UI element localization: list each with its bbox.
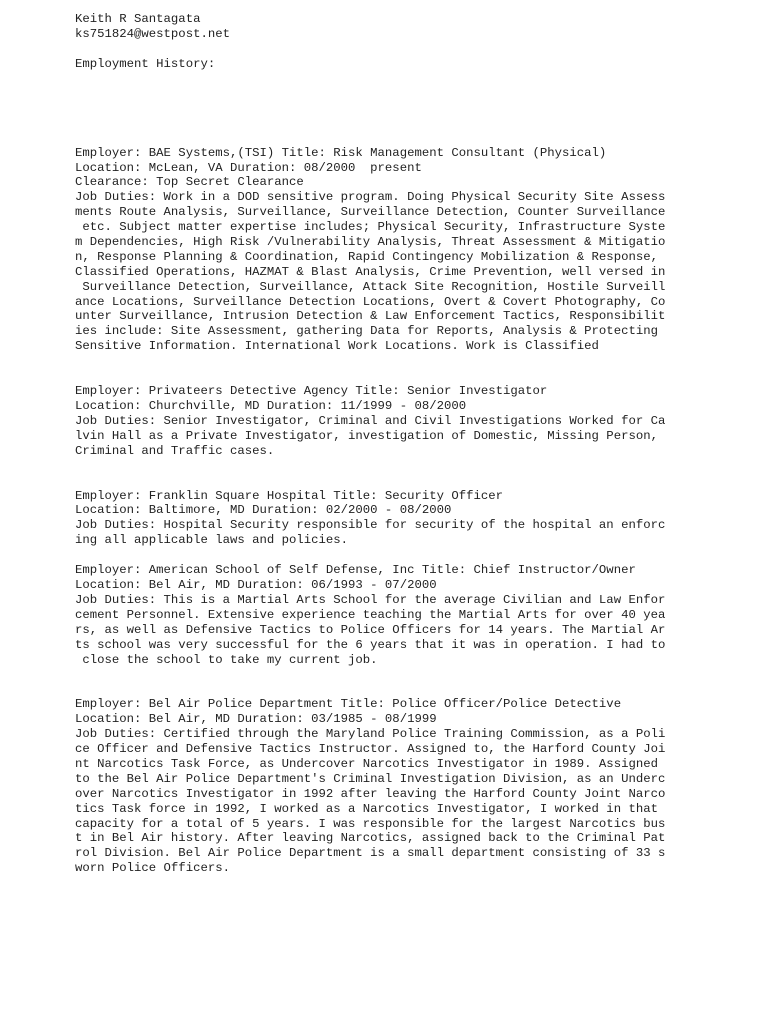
- job-line: close the school to take my current job.: [75, 652, 378, 667]
- job-entry-privateers: [75, 384, 685, 458]
- job-line: Job Duties: This is a Martial Arts School for the average Civilian and Law Enfor: [75, 592, 666, 607]
- job-line: capacity for a total of 5 years. I was responsible for the largest Narcotics bus: [75, 816, 666, 831]
- job-line: worn Police Officers.: [75, 861, 230, 876]
- job-line: Location: Churchville, MD Duration: 11/1999 - 08/2000: [75, 399, 467, 414]
- job-line: Job Duties: Hospital Security responsible for security of the hospital an enforc: [75, 518, 666, 533]
- employment-history-heading: Employment History:: [75, 56, 216, 71]
- job-line: Employer: Bel Air Police Department Title: Police Officer/Police Detective: [75, 697, 622, 712]
- contact-email: ks751824@westpost.net: [75, 26, 230, 41]
- job-line: Job Duties: Certified through the Maryland Police Training Commission, as a Poli: [75, 727, 666, 742]
- job-line: to the Bel Air Police Department's Criminal Investigation Division, as an Underc: [75, 771, 666, 786]
- job-line: Employer: BAE Systems,(TSI) Title: Risk Management Consultant (Physical): [75, 145, 607, 160]
- job-line: etc. Subject matter expertise includes; Physical Security, Infrastructure Syste: [75, 220, 666, 235]
- job-line: Surveillance Detection, Surveillance, Attack Site Recognition, Hostile Surveill: [75, 279, 666, 294]
- job-line: Employer: Franklin Square Hospital Title: Security Officer: [75, 488, 504, 503]
- job-line: Location: Bel Air, MD Duration: 03/1985 - 08/1999: [75, 712, 437, 727]
- job-line: ce Officer and Defensive Tactics Instructor. Assigned to, the Harford County Joi: [75, 742, 666, 757]
- job-entry-american-school: [75, 563, 685, 667]
- job-line: over Narcotics Investigator in 1992 after leaving the Harford County Joint Narco: [75, 786, 666, 801]
- job-line: Job Duties: Work in a DOD sensitive program. Doing Physical Security Site Assess: [75, 190, 666, 205]
- job-line: Location: Bel Air, MD Duration: 06/1993 - 07/2000: [75, 578, 437, 593]
- contact-block: [75, 12, 685, 42]
- job-line: ts school was very successful for the 6 years that it was in operation. I had to: [75, 637, 666, 652]
- job-line: ance Locations, Surveillance Detection Locations, Overt & Covert Photography, Co: [75, 294, 666, 309]
- job-line: Location: McLean, VA Duration: 08/2000 present: [75, 160, 422, 175]
- job-line: nt Narcotics Task Force, as Undercover Narcotics Investigator in 1989. Assigned: [75, 756, 658, 771]
- job-line: t in Bel Air history. After leaving Narcotics, assigned back to the Criminal Pat: [75, 831, 666, 846]
- job-line: m Dependencies, High Risk /Vulnerability Analysis, Threat Assessment & Mitigatio: [75, 235, 666, 250]
- job-line: n, Response Planning & Coordination, Rapid Contingency Mobilization & Response,: [75, 249, 658, 264]
- job-line: ies include: Site Assessment, gathering Data for Reports, Analysis & Protecting: [75, 324, 658, 339]
- job-line: Criminal and Traffic cases.: [75, 443, 275, 458]
- job-line: unter Surveillance, Intrusion Detection & Law Enforcement Tactics, Responsibilit: [75, 309, 666, 324]
- job-line: Location: Baltimore, MD Duration: 02/2000 - 08/2000: [75, 503, 452, 518]
- job-line: ing all applicable laws and policies.: [75, 533, 349, 548]
- job-line: Clearance: Top Secret Clearance: [75, 175, 304, 190]
- job-line: ments Route Analysis, Surveillance, Surveillance Detection, Counter Surveillance: [75, 205, 666, 220]
- job-entry-bel-air-police: [75, 697, 685, 876]
- job-line: Sensitive Information. International Work Locations. Work is Classified: [75, 339, 599, 354]
- job-line: Classified Operations, HAZMAT & Blast Analysis, Crime Prevention, well versed in: [75, 264, 666, 279]
- job-line: tics Task force in 1992, I worked as a Narcotics Investigator, I worked in that: [75, 801, 658, 816]
- resume-document: [75, 12, 685, 906]
- job-line: Employer: American School of Self Defense, Inc Title: Chief Instructor/Owner: [75, 563, 636, 578]
- job-line: Employer: Privateers Detective Agency Title: Senior Investigator: [75, 384, 548, 399]
- job-line: cement Personnel. Extensive experience teaching the Martial Arts for over 40 yea: [75, 607, 666, 622]
- job-entry-franklin-square: [75, 489, 685, 549]
- job-line: rol Division. Bel Air Police Department is a small department consisting of 33 s: [75, 846, 666, 861]
- job-line: rs, as well as Defensive Tactics to Police Officers for 14 years. The Martial Ar: [75, 622, 666, 637]
- job-entry-bae-systems: [75, 146, 685, 354]
- job-line: lvin Hall as a Private Investigator, investigation of Domestic, Missing Person,: [75, 428, 658, 443]
- contact-name: Keith R Santagata: [75, 12, 201, 26]
- job-line: Job Duties: Senior Investigator, Criminal and Civil Investigations Worked for Ca: [75, 413, 666, 428]
